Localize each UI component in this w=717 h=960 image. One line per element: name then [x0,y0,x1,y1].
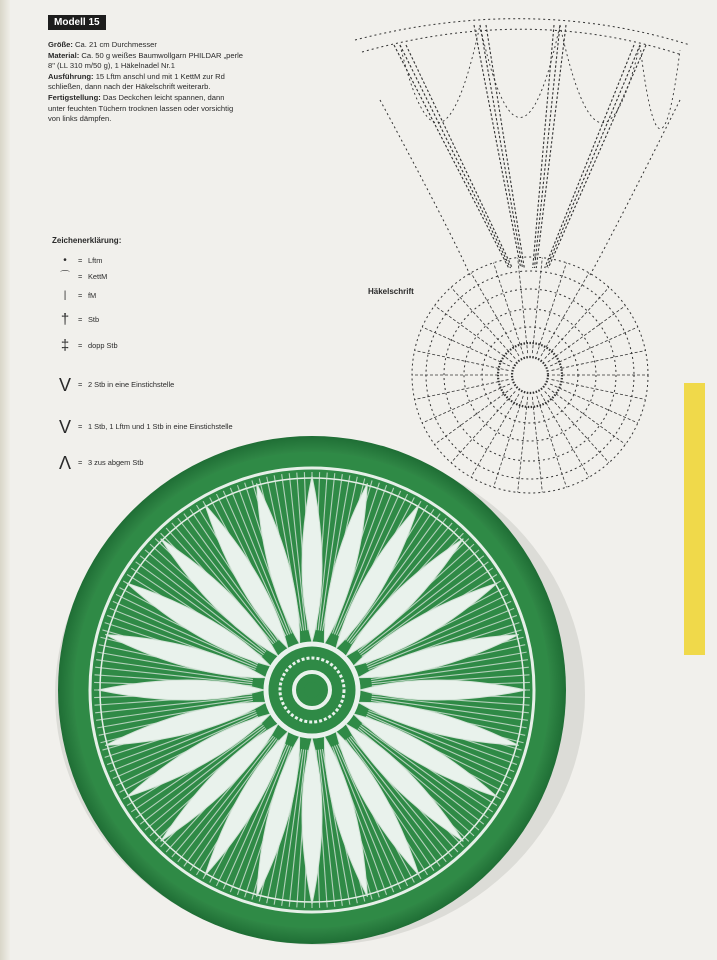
execution-text: 15 Lftm anschl und mit 1 KettM zur Rd schließen, dann nach der Häkelschrift weiterarb. [48,71,225,92]
legend-item-chain: • = Lftm [52,256,263,266]
slip-stitch-icon: ⌒ [60,271,70,282]
legend-text: KettM [88,272,108,281]
legend-item-v-stitch: V = 2 Stb in eine Einstichstelle [52,380,263,390]
single-crochet-icon: | [63,290,67,301]
legend-text: 2 Stb in eine Einstichstelle [88,380,175,389]
legend-item-double: † = Stb [52,315,263,325]
size-text: Ca. 21 cm Durchmesser [75,40,157,49]
cluster-stitch-icon: Λ [58,453,72,473]
legend-item-slip: ⌒ = KettM [52,272,263,282]
legend-text: 1 Stb, 1 Lftm und 1 Stb in eine Einstichstelle [88,422,233,431]
chain-stitch-icon: • [63,255,67,266]
execution-label: Ausführung: [48,71,94,81]
legend-item-v-chain: V = 1 Stb, 1 Lftm und 1 Stb in eine Einstichstelle [52,422,263,432]
crochet-chart-label: Häkelschrift [368,287,414,296]
legend-text: Lftm [88,256,103,265]
finishing-label: Fertigstellung: [48,92,101,102]
legend-text: 3 zus abgem Stb [88,458,144,467]
material-text: Ca. 50 g weißes Baumwollgarn PHILDAR „perle 8" (LL 310 m/50 g), 1 Häkelnadel Nr.1 [48,50,244,71]
model-label: Modell 15 [48,15,106,30]
legend-title: Zeichenerklärung: [52,236,122,245]
legend-text: dopp Stb [88,341,118,350]
legend-item-treble: ‡ = dopp Stb [52,341,263,351]
legend-text: fM [88,291,97,300]
finishing-text: Das Deckchen leicht spannen, dann unter feuchten Tüchern trocknen lassen oder vorsichtig von links dämpfen. [48,92,234,124]
treble-crochet-icon: ‡ [60,337,70,354]
double-crochet-icon: † [60,311,70,328]
legend-item-cluster: Λ = 3 zus abgem Stb [52,458,263,468]
v-stitch-icon: V [58,375,71,395]
legend-item-single: | = fM [52,291,263,301]
v-chain-stitch-icon: V [58,417,71,437]
doily-center-hole [304,682,320,698]
material-label: Material: [48,50,80,60]
size-label: Größe: [48,40,73,49]
legend-text: Stb [88,315,100,324]
